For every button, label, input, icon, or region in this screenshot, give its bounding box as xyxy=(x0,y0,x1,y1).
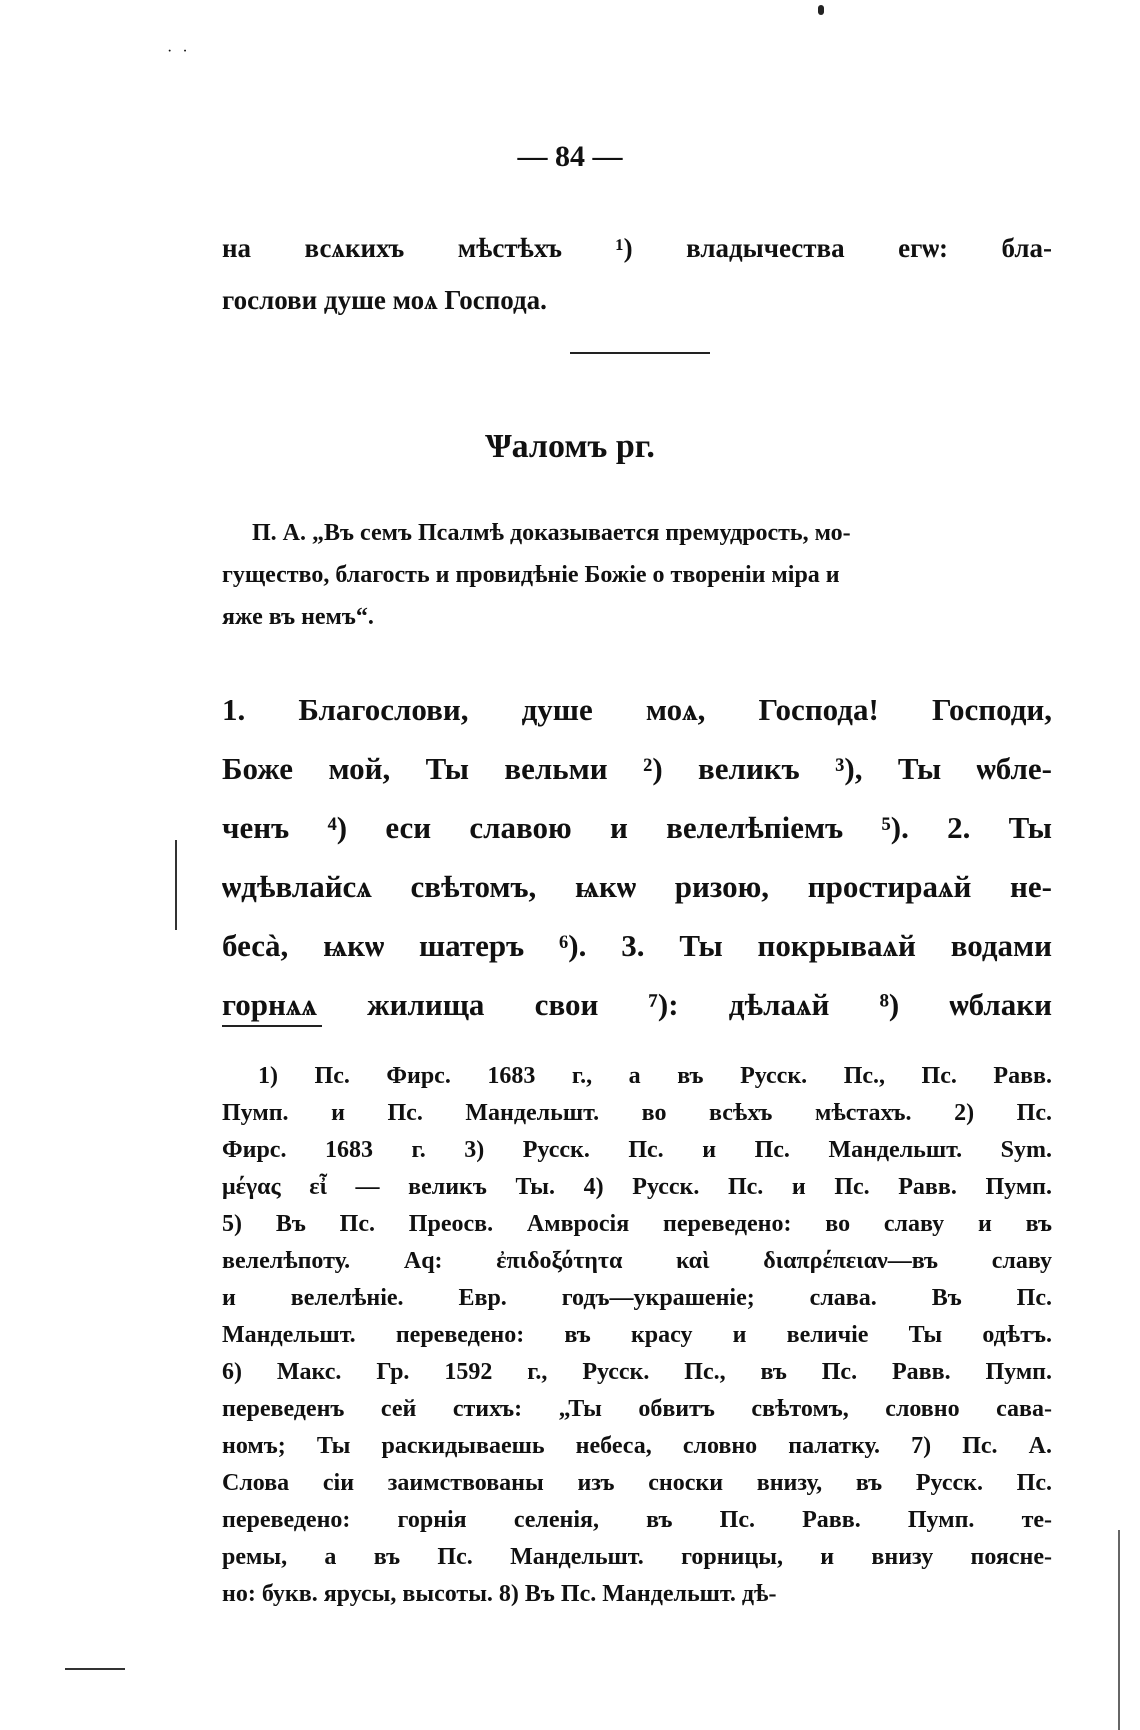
footnote-line: переведено: горнія селенія, въ Пс. Равв. Пумп. те- xyxy=(222,1507,1052,1533)
footnote-line: μέγας εἶ — великъ Ты. 4) Русск. Пс. и Пс. Равв. Пумп. xyxy=(222,1174,1052,1200)
footnote-line: 1) Пс. Фирс. 1683 г., а въ Русск. Пс., Пс. Равв. xyxy=(258,1063,1052,1089)
footnote-line: Пумп. и Пс. Мандельшт. во всѣхъ мѣстахъ. 2) Пс. xyxy=(222,1100,1052,1126)
margin-mark xyxy=(65,1668,125,1670)
psalm-introduction xyxy=(222,512,1052,638)
text-line xyxy=(222,512,1052,554)
text-line: яже въ немъ“. xyxy=(222,604,374,630)
footnote-line: но: букв. ярусы, высоты. 8) Въ Пс. Мандельшт. дѣ- xyxy=(222,1581,777,1607)
footnote-divider xyxy=(222,1025,322,1027)
page-number: — 84 — xyxy=(517,140,623,173)
footnote-line: Фирс. 1683 г. 3) Русск. Пс. и Пс. Мандельшт. Sym. xyxy=(222,1137,1052,1163)
footnote-line: ремы, а въ Пс. Мандельшт. горницы, и внизу поясне- xyxy=(222,1544,1052,1570)
margin-mark xyxy=(175,840,177,930)
psalm-verses xyxy=(222,680,1052,1034)
footnote-line: и велелѣніе. Евр. годъ—украшеніе; слава. Въ Пс. xyxy=(222,1285,1052,1311)
verse-line: Боже мой, Ты вельми ²) великъ ³), Ты ѡбле- xyxy=(222,751,1052,786)
verse-line: горнѧѧ жилища свои ⁷): дѣлаѧй ⁸) ѡблаки xyxy=(222,987,1052,1022)
footnote-line: велелѣпоту. Aq: ἐπιδοξότητα καὶ διαπρέπειαν—въ славу xyxy=(222,1248,1052,1274)
footnote-line: 5) Въ Пс. Преосв. Амвросія переведено: во славу и въ xyxy=(222,1211,1052,1237)
footnote-line: переведенъ сей стихъ: „Ты обвитъ свѣтомъ, словно сава- xyxy=(222,1396,1052,1422)
footnote-line: 6) Макс. Гр. 1592 г., Русск. Пс., въ Пс. Равв. Пумп. xyxy=(222,1359,1052,1385)
text-line: на всѧкихъ мѣстѣхъ ¹) владычества егѡ: бла- xyxy=(222,233,1052,263)
verse-line: бесà, ѩкѡ шатеръ ⁶). 3. Ты покрываѧй водами xyxy=(222,928,1052,963)
verse-line: ѡдѣвлайсѧ свѣтомъ, ѩкѡ ризою, простираѧй не- xyxy=(222,869,1052,904)
text-line: гослови душе моѧ Господа. xyxy=(222,285,547,315)
section-divider xyxy=(570,352,710,354)
text-line: гущество, благость и провидѣніе Божіе о твореніи міра и xyxy=(222,562,840,588)
footnote-line: Мандельшт. переведено: въ красу и величіе Ты одѣтъ. xyxy=(222,1322,1052,1348)
footnotes xyxy=(222,1058,1052,1613)
footnote-line: Слова сіи заимствованы изъ сноски внизу, въ Русск. Пс. xyxy=(222,1470,1052,1496)
text-line-content: П. А. „Въ семъ Псалмѣ доказывается премудрость, мо- xyxy=(252,520,851,546)
continuation-text xyxy=(222,222,1052,326)
margin-specks: · · xyxy=(167,43,191,60)
verse-line: 1. Благослови, душе моѧ, Господа! Господи, xyxy=(222,692,1052,727)
footnote-line: номъ; Ты раскидываешь небеса, словно палатку. 7) Пс. А. xyxy=(222,1433,1052,1459)
ink-dot xyxy=(818,5,824,15)
psalm-title: Ѱаломъ рг. xyxy=(485,428,655,465)
page-edge xyxy=(1118,1530,1120,1730)
verse-line: ченъ ⁴) еси славою и велелѣпіемъ ⁵). 2. Ты xyxy=(222,810,1052,845)
